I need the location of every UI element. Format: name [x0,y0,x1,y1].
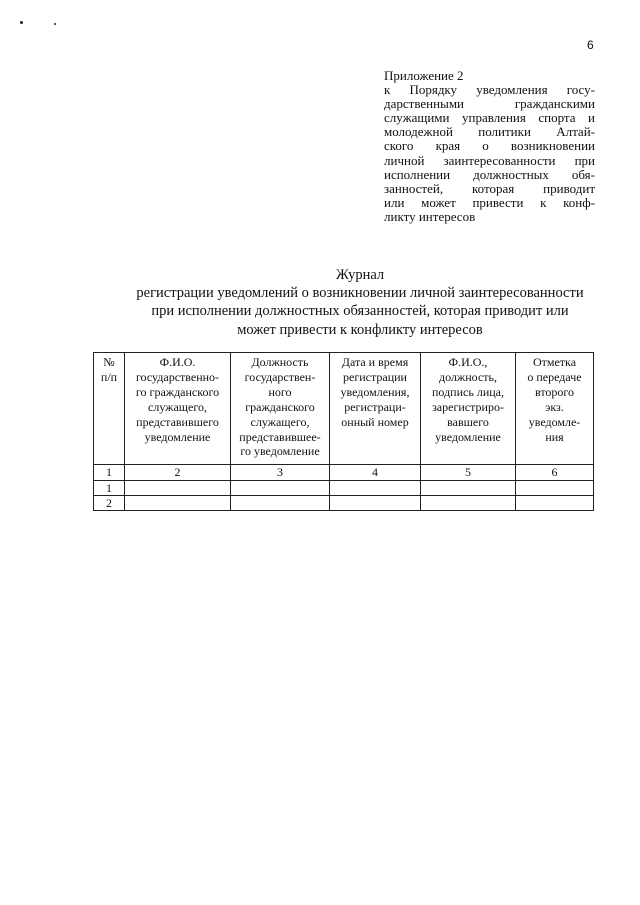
table-cell: 2 [94,496,125,511]
appendix-line: исполнении должностных обя- [384,166,595,182]
appendix-line: личной заинтересованности при [384,152,595,168]
appendix-block [384,69,595,224]
journal-subtitle-line: при исполнении должностных обязанностей, которая приводит или [151,303,569,320]
journal-subtitle-line: регистрации уведомлений о возникновении личной заинтересованности [136,285,584,302]
table-cell [516,496,594,511]
column-header-employee-name: Ф.И.О. государственно- го гражданского служащего, представившего уведомление [125,353,231,465]
appendix-line: ликту интересов [384,208,476,224]
column-header-employee-position: Должность государствен- ного гражданского служащего, представившее- го уведомление [231,353,330,465]
table-header-row [94,353,594,465]
appendix-line: занностей, которая приводит [384,180,595,196]
journal-subtitle-line: может привести к конфликту интересов [237,321,483,338]
appendix-line: ского края о возникновении [384,138,595,154]
table-row [94,481,594,496]
column-number: 1 [94,465,125,481]
table-cell [330,481,421,496]
column-header-number: № п/п [94,353,125,465]
table-cell [516,481,594,496]
table-cell [231,481,330,496]
appendix-line: к Порядку уведомления госу- [384,82,595,98]
page-number: 6 [587,38,594,52]
table-cell: 1 [94,481,125,496]
column-number: 2 [125,465,231,481]
column-number: 5 [421,465,516,481]
table-cell [330,496,421,511]
column-number: 6 [516,465,594,481]
appendix-line: молодежной политики Алтай- [384,124,595,140]
appendix-title: Приложение 2 [384,68,464,83]
column-number-row [94,465,594,481]
table-cell [125,481,231,496]
journal-table [93,352,594,511]
table-cell [421,481,516,496]
table-row [94,496,594,511]
appendix-line: или может привести к конф- [384,194,595,210]
table-cell [231,496,330,511]
scan-speck [54,23,56,25]
journal-heading [90,266,630,339]
appendix-line: дарственными гражданскими [384,96,595,112]
column-header-registration-datetime: Дата и время регистрации уведомления, регистраци- онный номер [330,353,421,465]
column-header-second-copy-note: Отметка о передаче второго экз. уведомле- ния [516,353,594,465]
table-cell [125,496,231,511]
appendix-line: служащими управления спорта и [384,110,595,126]
journal-title: Журнал [335,267,385,283]
column-header-registrar: Ф.И.О., должность, подпись лица, зарегистриро- вавшего уведомление [421,353,516,465]
column-number: 4 [330,465,421,481]
scan-speck [20,21,23,24]
table-cell [421,496,516,511]
column-number: 3 [231,465,330,481]
